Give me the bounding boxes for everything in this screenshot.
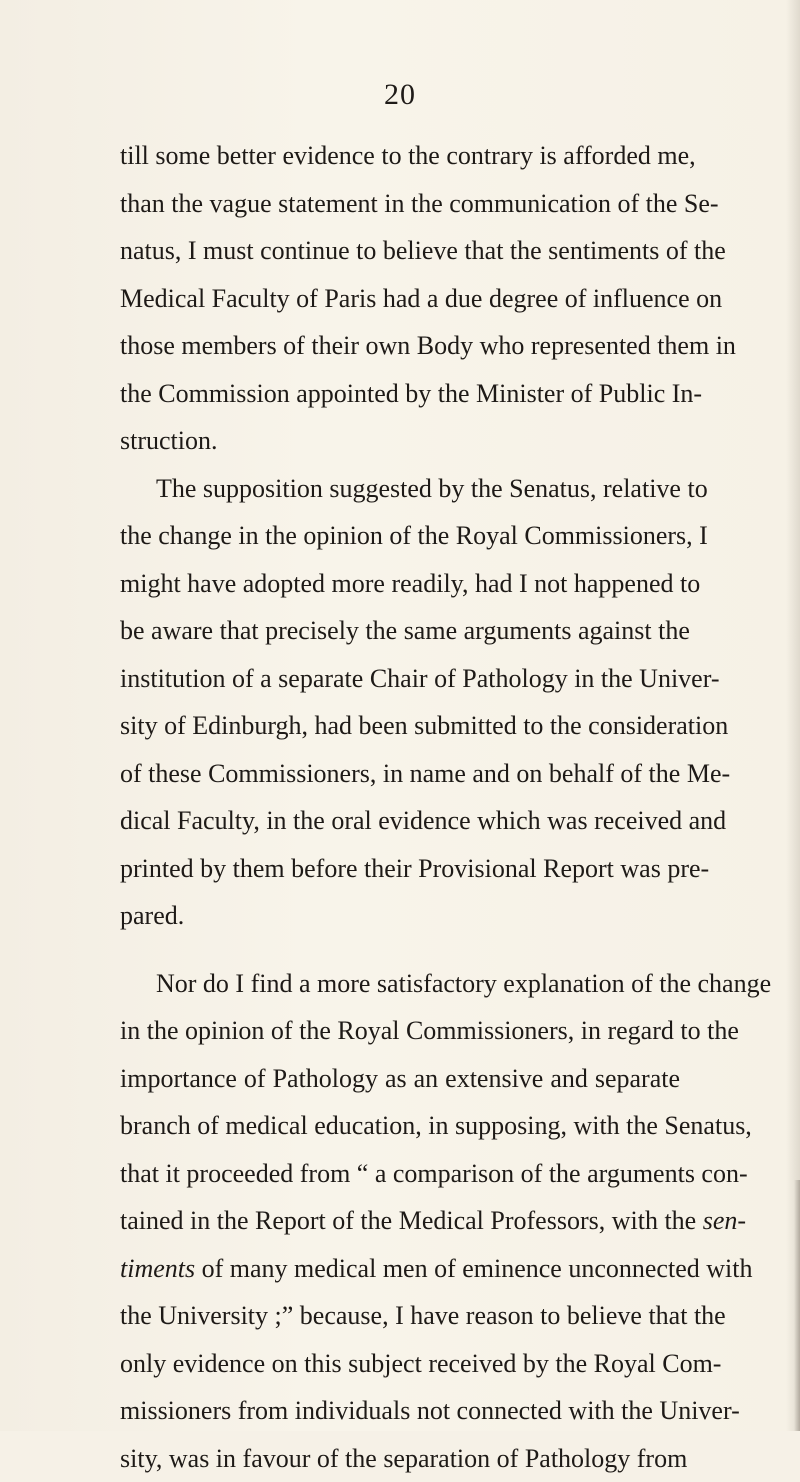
text-line bbox=[120, 1197, 680, 1245]
text-line: dical Faculty, in the oral evidence which was received and bbox=[120, 797, 680, 845]
text-line: sity of Edinburgh, had been submitted to the consideration bbox=[120, 702, 680, 750]
page-edge-shadow bbox=[794, 1180, 800, 1431]
text-line: than the vague statement in the communication of the Se- bbox=[120, 180, 680, 228]
text-line: till some better evidence to the contrary is afforded me, bbox=[120, 132, 680, 180]
text-line: only evidence on this subject received by the Royal Com- bbox=[120, 1340, 680, 1388]
text-fragment: tained in the Report of the Medical Professors, with the bbox=[120, 1206, 703, 1235]
text-line: natus, I must continue to believe that the sentiments of the bbox=[120, 227, 680, 275]
text-line: Medical Faculty of Paris had a due degree of influence on bbox=[120, 275, 680, 323]
text-fragment: of many medical men of eminence unconnected with bbox=[195, 1254, 752, 1283]
text-line: The supposition suggested by the Senatus, relative to bbox=[120, 465, 680, 513]
text-line: the Commission appointed by the Minister of Public In- bbox=[120, 370, 680, 418]
text-line: the change in the opinion of the Royal Commissioners, I bbox=[120, 512, 680, 560]
text-line bbox=[120, 1245, 680, 1293]
italic-text: sen- bbox=[703, 1206, 746, 1235]
text-line: that it proceeded from “ a comparison of the arguments con- bbox=[120, 1150, 680, 1198]
text-line: sity, was in favour of the separation of Pathology from bbox=[120, 1435, 680, 1482]
body-text bbox=[120, 132, 680, 1482]
text-line: pared. bbox=[120, 892, 680, 940]
italic-text: timents bbox=[120, 1254, 195, 1283]
text-line: of these Commissioners, in name and on behalf of the Me- bbox=[120, 750, 680, 798]
text-line: struction. bbox=[120, 417, 680, 465]
text-line: the University ;” because, I have reason to believe that the bbox=[120, 1292, 680, 1340]
text-line: branch of medical education, in supposing, with the Senatus, bbox=[120, 1102, 680, 1150]
text-line: Nor do I find a more satisfactory explanation of the change bbox=[120, 960, 680, 1008]
text-line: in the opinion of the Royal Commissioners, in regard to the bbox=[120, 1007, 680, 1055]
text-line: printed by them before their Provisional Report was pre- bbox=[120, 845, 680, 893]
text-line: missioners from individuals not connected with the Univer- bbox=[120, 1387, 680, 1435]
text-line: be aware that precisely the same arguments against the bbox=[120, 607, 680, 655]
text-line: those members of their own Body who represented them in bbox=[120, 322, 680, 370]
text-line: institution of a separate Chair of Pathology in the Univer- bbox=[120, 655, 680, 703]
text-line: importance of Pathology as an extensive and separate bbox=[120, 1055, 680, 1103]
text-line: might have adopted more readily, had I not happened to bbox=[120, 560, 680, 608]
page-number: 20 bbox=[0, 78, 800, 112]
